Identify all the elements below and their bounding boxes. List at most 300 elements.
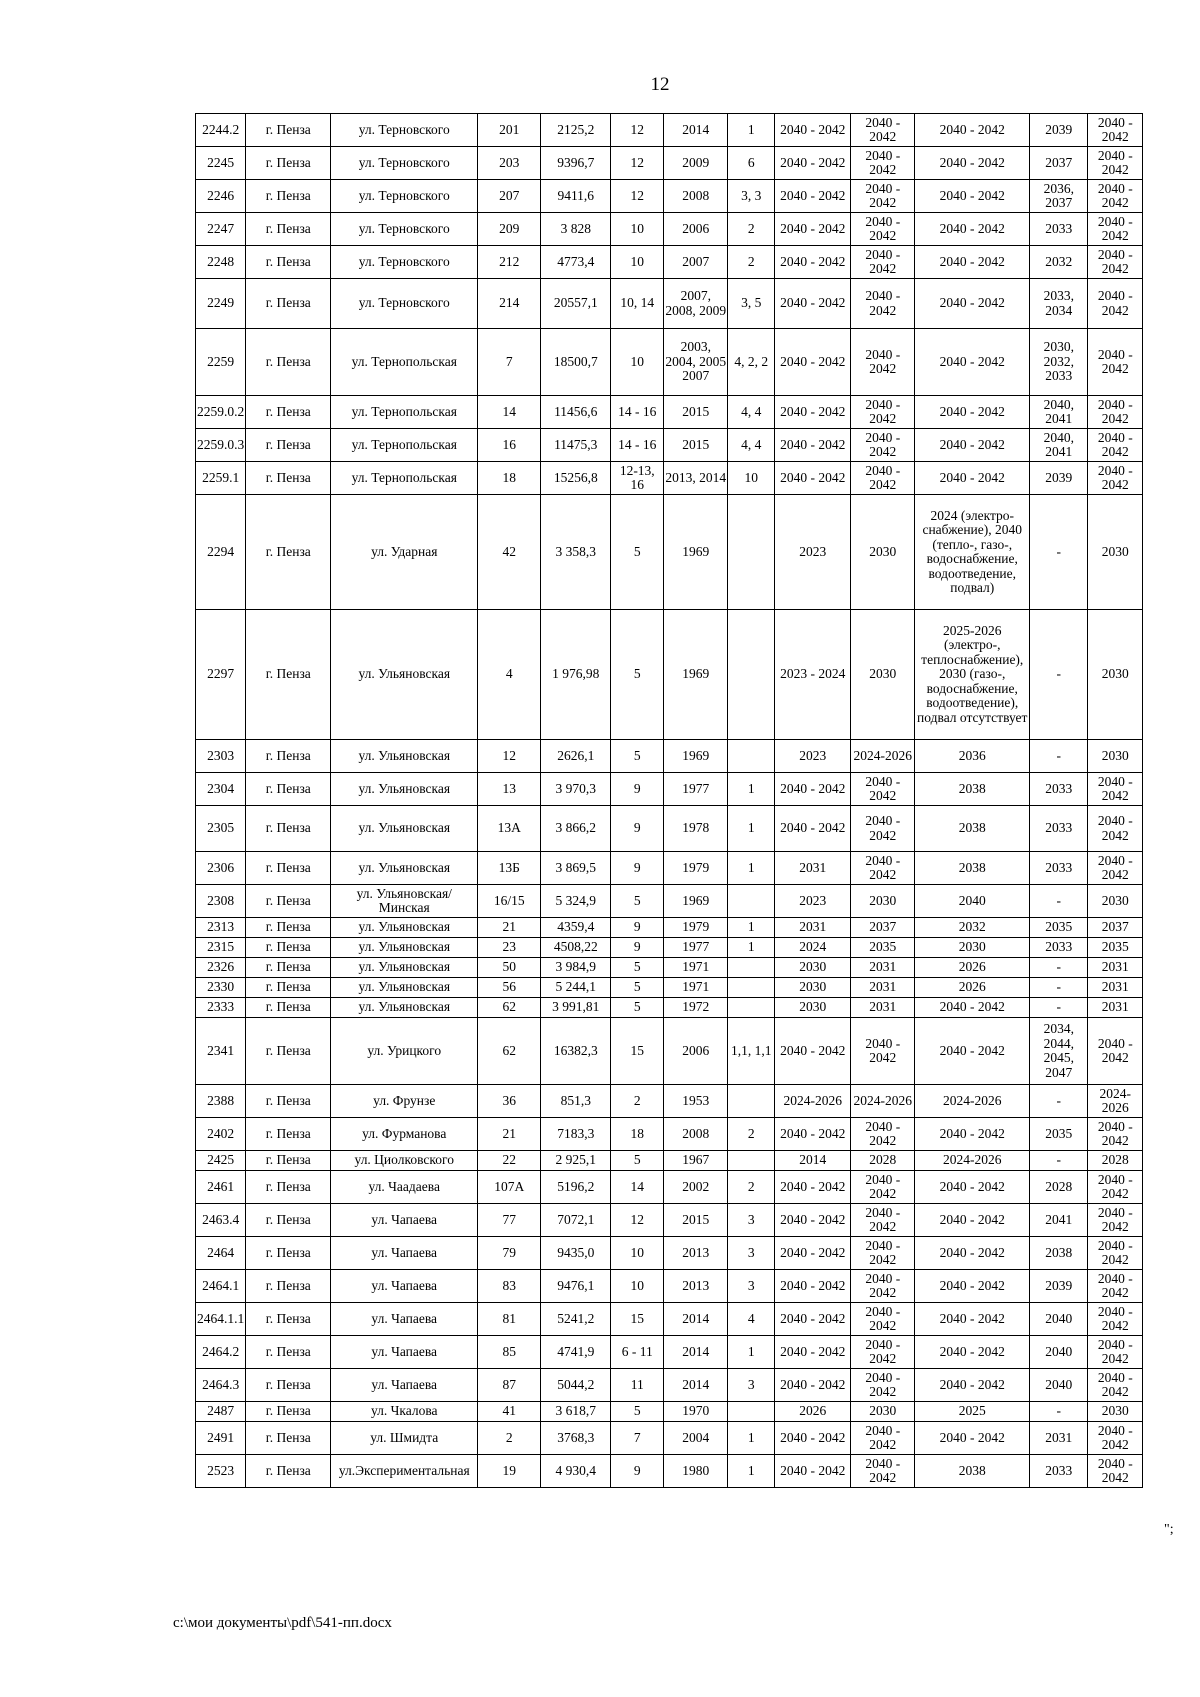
- street-cell: ул. Чапаева: [331, 1336, 478, 1369]
- street-cell: ул. Шмидта: [331, 1422, 478, 1455]
- col11-cell: 2036: [915, 740, 1030, 773]
- col10-cell: 2030: [851, 885, 915, 918]
- col8-cell: [728, 998, 775, 1018]
- record-number: 2523: [196, 1455, 246, 1488]
- col13-cell: 2040 - 2042: [1088, 1369, 1143, 1402]
- area-cell: 16382,3: [541, 1018, 611, 1085]
- col11-cell: 2040 - 2042: [915, 1171, 1030, 1204]
- col11-cell: 2040 - 2042: [915, 429, 1030, 462]
- build-year-cell: 1969: [664, 885, 728, 918]
- col12-cell: 2038: [1030, 1237, 1088, 1270]
- street-cell: ул. Терновского: [331, 147, 478, 180]
- street-cell: ул. Ударная: [331, 495, 478, 610]
- col12-cell: 2028: [1030, 1171, 1088, 1204]
- house-number-cell: 87: [478, 1369, 541, 1402]
- floors-cell: 6 - 11: [611, 1336, 664, 1369]
- col13-cell: 2040 - 2042: [1088, 114, 1143, 147]
- house-number-cell: 36: [478, 1085, 541, 1118]
- col11-cell: 2040 - 2042: [915, 396, 1030, 429]
- col11-cell: 2040 - 2042: [915, 1204, 1030, 1237]
- city-cell: г. Пенза: [246, 938, 331, 958]
- col11-cell: 2040 - 2042: [915, 1369, 1030, 1402]
- area-cell: 20557,1: [541, 279, 611, 329]
- col12-cell: 2033: [1030, 938, 1088, 958]
- col8-cell: 2: [728, 1171, 775, 1204]
- col13-cell: 2040 - 2042: [1088, 429, 1143, 462]
- col13-cell: 2040 - 2042: [1088, 1118, 1143, 1151]
- col13-cell: 2024-2026: [1088, 1085, 1143, 1118]
- col13-cell: 2030: [1088, 1402, 1143, 1422]
- table-body: [196, 114, 1143, 1488]
- floors-cell: 11: [611, 1369, 664, 1402]
- area-cell: 4508,22: [541, 938, 611, 958]
- col11-cell: 2038: [915, 806, 1030, 852]
- floors-cell: 10: [611, 329, 664, 396]
- record-number: 2246: [196, 180, 246, 213]
- city-cell: г. Пенза: [246, 1171, 331, 1204]
- col13-cell: 2040 - 2042: [1088, 1455, 1143, 1488]
- col12-cell: -: [1030, 1151, 1088, 1171]
- record-number: 2304: [196, 773, 246, 806]
- build-year-cell: 2015: [664, 396, 728, 429]
- col12-cell: 2041: [1030, 1204, 1088, 1237]
- col12-cell: 2031: [1030, 1422, 1088, 1455]
- area-cell: 5241,2: [541, 1303, 611, 1336]
- house-number-cell: 85: [478, 1336, 541, 1369]
- street-cell: ул. Ульяновская: [331, 610, 478, 740]
- street-cell: ул. Терновского: [331, 213, 478, 246]
- col12-cell: -: [1030, 1402, 1088, 1422]
- col11-cell: 2026: [915, 978, 1030, 998]
- build-year-cell: 1971: [664, 978, 728, 998]
- floors-cell: 7: [611, 1422, 664, 1455]
- house-number-cell: 19: [478, 1455, 541, 1488]
- house-number-cell: 12: [478, 740, 541, 773]
- street-cell: ул. Чапаева: [331, 1369, 478, 1402]
- floors-cell: 10: [611, 1270, 664, 1303]
- col13-cell: 2040 - 2042: [1088, 852, 1143, 885]
- col9-cell: 2040 - 2042: [775, 1455, 851, 1488]
- house-number-cell: 23: [478, 938, 541, 958]
- col8-cell: 10: [728, 462, 775, 495]
- table-row: [196, 429, 1143, 462]
- build-year-cell: 1977: [664, 773, 728, 806]
- area-cell: 4773,4: [541, 246, 611, 279]
- area-cell: 2125,2: [541, 114, 611, 147]
- build-year-cell: 2014: [664, 1336, 728, 1369]
- city-cell: г. Пенза: [246, 852, 331, 885]
- street-cell: ул. Тернопольская: [331, 462, 478, 495]
- street-cell: ул. Чапаева: [331, 1270, 478, 1303]
- col11-cell: 2024-2026: [915, 1151, 1030, 1171]
- build-year-cell: 2015: [664, 1204, 728, 1237]
- col10-cell: 2035: [851, 938, 915, 958]
- record-number: 2259.0.2: [196, 396, 246, 429]
- col10-cell: 2040 - 2042: [851, 1118, 915, 1151]
- table-row: [196, 279, 1143, 329]
- col9-cell: 2031: [775, 852, 851, 885]
- build-year-cell: 2014: [664, 1303, 728, 1336]
- floors-cell: 14 - 16: [611, 429, 664, 462]
- house-number-cell: 13Б: [478, 852, 541, 885]
- record-number: 2248: [196, 246, 246, 279]
- col10-cell: 2040 - 2042: [851, 279, 915, 329]
- area-cell: 5 244,1: [541, 978, 611, 998]
- col11-cell: 2040 - 2042: [915, 1270, 1030, 1303]
- col9-cell: 2030: [775, 998, 851, 1018]
- street-cell: ул. Терновского: [331, 246, 478, 279]
- street-cell: ул. Ульяновская: [331, 998, 478, 1018]
- col11-cell: 2024-2026: [915, 1085, 1030, 1118]
- col9-cell: 2040 - 2042: [775, 806, 851, 852]
- record-number: 2341: [196, 1018, 246, 1085]
- area-cell: 4359,4: [541, 918, 611, 938]
- col13-cell: 2030: [1088, 740, 1143, 773]
- house-number-cell: 22: [478, 1151, 541, 1171]
- table-row: [196, 1336, 1143, 1369]
- area-cell: 4741,9: [541, 1336, 611, 1369]
- table-row: [196, 978, 1143, 998]
- col9-cell: 2014: [775, 1151, 851, 1171]
- col13-cell: 2035: [1088, 938, 1143, 958]
- area-cell: 15256,8: [541, 462, 611, 495]
- table-row: [196, 773, 1143, 806]
- floors-cell: 12: [611, 114, 664, 147]
- floors-cell: 10: [611, 246, 664, 279]
- house-number-cell: 2: [478, 1422, 541, 1455]
- table-row: [196, 1237, 1143, 1270]
- house-number-cell: 81: [478, 1303, 541, 1336]
- record-number: 2491: [196, 1422, 246, 1455]
- col10-cell: 2040 - 2042: [851, 1303, 915, 1336]
- area-cell: 3 866,2: [541, 806, 611, 852]
- record-number: 2333: [196, 998, 246, 1018]
- record-number: 2313: [196, 918, 246, 938]
- city-cell: г. Пенза: [246, 885, 331, 918]
- area-cell: 3768,3: [541, 1422, 611, 1455]
- build-year-cell: 2008: [664, 1118, 728, 1151]
- record-number: 2464.1.1: [196, 1303, 246, 1336]
- house-number-cell: 77: [478, 1204, 541, 1237]
- street-cell: ул. Ульяновская/ Минская: [331, 885, 478, 918]
- col8-cell: [728, 740, 775, 773]
- table-row: [196, 1018, 1143, 1085]
- house-number-cell: 207: [478, 180, 541, 213]
- col9-cell: 2040 - 2042: [775, 1369, 851, 1402]
- table-row: [196, 462, 1143, 495]
- city-cell: г. Пенза: [246, 429, 331, 462]
- build-year-cell: 1978: [664, 806, 728, 852]
- floors-cell: 12: [611, 147, 664, 180]
- table-row: [196, 958, 1143, 978]
- col11-cell: 2040 - 2042: [915, 180, 1030, 213]
- house-number-cell: 56: [478, 978, 541, 998]
- col9-cell: 2023 - 2024: [775, 610, 851, 740]
- col10-cell: 2028: [851, 1151, 915, 1171]
- floors-cell: 12: [611, 180, 664, 213]
- house-number-cell: 62: [478, 1018, 541, 1085]
- col9-cell: 2040 - 2042: [775, 396, 851, 429]
- col13-cell: 2030: [1088, 610, 1143, 740]
- build-year-cell: 1979: [664, 852, 728, 885]
- area-cell: 3 970,3: [541, 773, 611, 806]
- col8-cell: 1,1, 1,1: [728, 1018, 775, 1085]
- col10-cell: 2040 - 2042: [851, 1422, 915, 1455]
- house-number-cell: 41: [478, 1402, 541, 1422]
- col9-cell: 2040 - 2042: [775, 279, 851, 329]
- area-cell: 2626,1: [541, 740, 611, 773]
- city-cell: г. Пенза: [246, 114, 331, 147]
- house-number-cell: 212: [478, 246, 541, 279]
- col13-cell: 2031: [1088, 978, 1143, 998]
- city-cell: г. Пенза: [246, 180, 331, 213]
- col9-cell: 2040 - 2042: [775, 1171, 851, 1204]
- floors-cell: 9: [611, 773, 664, 806]
- col13-cell: 2040 - 2042: [1088, 1270, 1143, 1303]
- record-number: 2463.4: [196, 1204, 246, 1237]
- city-cell: г. Пенза: [246, 396, 331, 429]
- col12-cell: 2039: [1030, 1270, 1088, 1303]
- table-row: [196, 1369, 1143, 1402]
- street-cell: ул. Ульяновская: [331, 773, 478, 806]
- house-number-cell: 209: [478, 213, 541, 246]
- record-number: 2259.1: [196, 462, 246, 495]
- col13-cell: 2040 - 2042: [1088, 180, 1143, 213]
- col8-cell: 3: [728, 1237, 775, 1270]
- floors-cell: 2: [611, 1085, 664, 1118]
- build-year-cell: 1980: [664, 1455, 728, 1488]
- col11-cell: 2040 - 2042: [915, 213, 1030, 246]
- col9-cell: 2040 - 2042: [775, 1303, 851, 1336]
- house-number-cell: 203: [478, 147, 541, 180]
- area-cell: 4 930,4: [541, 1455, 611, 1488]
- col12-cell: 2033: [1030, 213, 1088, 246]
- col11-cell: 2040 - 2042: [915, 329, 1030, 396]
- area-cell: 3 358,3: [541, 495, 611, 610]
- build-year-cell: 1969: [664, 610, 728, 740]
- floors-cell: 9: [611, 852, 664, 885]
- street-cell: ул. Тернопольская: [331, 429, 478, 462]
- build-year-cell: 2003, 2004, 2005 2007: [664, 329, 728, 396]
- floors-cell: 5: [611, 998, 664, 1018]
- col12-cell: 2032: [1030, 246, 1088, 279]
- col12-cell: 2036, 2037: [1030, 180, 1088, 213]
- table-row: [196, 246, 1143, 279]
- house-number-cell: 79: [478, 1237, 541, 1270]
- record-number: 2464.1: [196, 1270, 246, 1303]
- build-year-cell: 2015: [664, 429, 728, 462]
- col11-cell: 2040 - 2042: [915, 1422, 1030, 1455]
- col10-cell: 2040 - 2042: [851, 1270, 915, 1303]
- record-number: 2464.2: [196, 1336, 246, 1369]
- col11-cell: 2024 (электро-снабжение), 2040 (тепло-, газо-, водоснабжение, водоотведение, подвал): [915, 495, 1030, 610]
- col11-cell: 2040 - 2042: [915, 279, 1030, 329]
- col12-cell: 2033: [1030, 773, 1088, 806]
- street-cell: ул. Циолковского: [331, 1151, 478, 1171]
- col10-cell: 2040 - 2042: [851, 1237, 915, 1270]
- col10-cell: 2031: [851, 998, 915, 1018]
- col13-cell: 2040 - 2042: [1088, 329, 1143, 396]
- col10-cell: 2030: [851, 1402, 915, 1422]
- col8-cell: 2: [728, 246, 775, 279]
- record-number: 2244.2: [196, 114, 246, 147]
- table-row: [196, 998, 1143, 1018]
- house-number-cell: 107А: [478, 1171, 541, 1204]
- city-cell: г. Пенза: [246, 958, 331, 978]
- record-number: 2425: [196, 1151, 246, 1171]
- housing-repair-table: [195, 113, 1143, 1488]
- record-number: 2402: [196, 1118, 246, 1151]
- col12-cell: 2039: [1030, 114, 1088, 147]
- col9-cell: 2040 - 2042: [775, 1422, 851, 1455]
- build-year-cell: 1969: [664, 740, 728, 773]
- col13-cell: 2040 - 2042: [1088, 246, 1143, 279]
- city-cell: г. Пенза: [246, 1336, 331, 1369]
- floors-cell: 9: [611, 918, 664, 938]
- house-number-cell: 7: [478, 329, 541, 396]
- city-cell: г. Пенза: [246, 329, 331, 396]
- floors-cell: 5: [611, 885, 664, 918]
- col12-cell: 2035: [1030, 1118, 1088, 1151]
- col8-cell: 1: [728, 806, 775, 852]
- col13-cell: 2040 - 2042: [1088, 1171, 1143, 1204]
- col12-cell: 2034, 2044, 2045, 2047: [1030, 1018, 1088, 1085]
- area-cell: 5 324,9: [541, 885, 611, 918]
- col13-cell: 2040 - 2042: [1088, 213, 1143, 246]
- city-cell: г. Пенза: [246, 773, 331, 806]
- col8-cell: 4, 4: [728, 396, 775, 429]
- col8-cell: 3: [728, 1204, 775, 1237]
- street-cell: ул. Терновского: [331, 279, 478, 329]
- city-cell: г. Пенза: [246, 740, 331, 773]
- col11-cell: 2040 - 2042: [915, 1018, 1030, 1085]
- record-number: 2259: [196, 329, 246, 396]
- street-cell: ул. Фрунзе: [331, 1085, 478, 1118]
- col8-cell: [728, 610, 775, 740]
- table-row: [196, 180, 1143, 213]
- col12-cell: -: [1030, 885, 1088, 918]
- col11-cell: 2040 - 2042: [915, 462, 1030, 495]
- col12-cell: -: [1030, 610, 1088, 740]
- record-number: 2315: [196, 938, 246, 958]
- city-cell: г. Пенза: [246, 1151, 331, 1171]
- floors-cell: 15: [611, 1303, 664, 1336]
- city-cell: г. Пенза: [246, 213, 331, 246]
- floors-cell: 5: [611, 740, 664, 773]
- area-cell: 5196,2: [541, 1171, 611, 1204]
- col12-cell: 2035: [1030, 918, 1088, 938]
- col8-cell: 1: [728, 1455, 775, 1488]
- col8-cell: [728, 1151, 775, 1171]
- street-cell: ул. Тернопольская: [331, 329, 478, 396]
- col8-cell: [728, 495, 775, 610]
- col8-cell: 1: [728, 1336, 775, 1369]
- area-cell: 9476,1: [541, 1270, 611, 1303]
- closing-quote-mark: ";: [1164, 1522, 1174, 1537]
- col11-cell: 2038: [915, 773, 1030, 806]
- col13-cell: 2040 - 2042: [1088, 1018, 1143, 1085]
- record-number: 2330: [196, 978, 246, 998]
- col11-cell: 2040 - 2042: [915, 1237, 1030, 1270]
- floors-cell: 9: [611, 806, 664, 852]
- floors-cell: 18: [611, 1118, 664, 1151]
- house-number-cell: 62: [478, 998, 541, 1018]
- record-number: 2461: [196, 1171, 246, 1204]
- col12-cell: 2033: [1030, 806, 1088, 852]
- street-cell: ул. Ульяновская: [331, 806, 478, 852]
- area-cell: 3 869,5: [541, 852, 611, 885]
- col12-cell: 2033, 2034: [1030, 279, 1088, 329]
- table-row: [196, 938, 1143, 958]
- street-cell: ул. Ульяновская: [331, 958, 478, 978]
- col13-cell: 2030: [1088, 495, 1143, 610]
- col11-cell: 2040: [915, 885, 1030, 918]
- col10-cell: 2040 - 2042: [851, 462, 915, 495]
- table-row: [196, 885, 1143, 918]
- col9-cell: 2024: [775, 938, 851, 958]
- col10-cell: 2040 - 2042: [851, 429, 915, 462]
- area-cell: 2 925,1: [541, 1151, 611, 1171]
- table-row: [196, 1204, 1143, 1237]
- floors-cell: 5: [611, 495, 664, 610]
- record-number: 2294: [196, 495, 246, 610]
- build-year-cell: 1977: [664, 938, 728, 958]
- house-number-cell: 16/15: [478, 885, 541, 918]
- city-cell: г. Пенза: [246, 1118, 331, 1151]
- house-number-cell: 21: [478, 918, 541, 938]
- col10-cell: 2037: [851, 918, 915, 938]
- table-row: [196, 1270, 1143, 1303]
- floors-cell: 5: [611, 1402, 664, 1422]
- col12-cell: 2030, 2032, 2033: [1030, 329, 1088, 396]
- city-cell: г. Пенза: [246, 1402, 331, 1422]
- street-cell: ул. Урицкого: [331, 1018, 478, 1085]
- street-cell: ул.Экспериментальная: [331, 1455, 478, 1488]
- area-cell: 9396,7: [541, 147, 611, 180]
- col8-cell: [728, 978, 775, 998]
- house-number-cell: 214: [478, 279, 541, 329]
- area-cell: 11456,6: [541, 396, 611, 429]
- col10-cell: 2024-2026: [851, 740, 915, 773]
- col12-cell: 2040, 2041: [1030, 396, 1088, 429]
- build-year-cell: 2009: [664, 147, 728, 180]
- city-cell: г. Пенза: [246, 1237, 331, 1270]
- house-number-cell: 18: [478, 462, 541, 495]
- col9-cell: 2026: [775, 1402, 851, 1422]
- col11-cell: 2040 - 2042: [915, 1303, 1030, 1336]
- col12-cell: -: [1030, 978, 1088, 998]
- col10-cell: 2040 - 2042: [851, 773, 915, 806]
- col13-cell: 2040 - 2042: [1088, 1303, 1143, 1336]
- col8-cell: 2: [728, 1118, 775, 1151]
- table-row: [196, 852, 1143, 885]
- table-row: [196, 1118, 1143, 1151]
- street-cell: ул. Терновского: [331, 180, 478, 213]
- floors-cell: 15: [611, 1018, 664, 1085]
- city-cell: г. Пенза: [246, 246, 331, 279]
- build-year-cell: 2014: [664, 114, 728, 147]
- col9-cell: 2040 - 2042: [775, 1270, 851, 1303]
- city-cell: г. Пенза: [246, 806, 331, 852]
- col10-cell: 2040 - 2042: [851, 852, 915, 885]
- street-cell: ул. Чапаева: [331, 1237, 478, 1270]
- city-cell: г. Пенза: [246, 1204, 331, 1237]
- col9-cell: 2040 - 2042: [775, 213, 851, 246]
- record-number: 2388: [196, 1085, 246, 1118]
- col12-cell: 2037: [1030, 147, 1088, 180]
- col13-cell: 2037: [1088, 918, 1143, 938]
- col10-cell: 2031: [851, 958, 915, 978]
